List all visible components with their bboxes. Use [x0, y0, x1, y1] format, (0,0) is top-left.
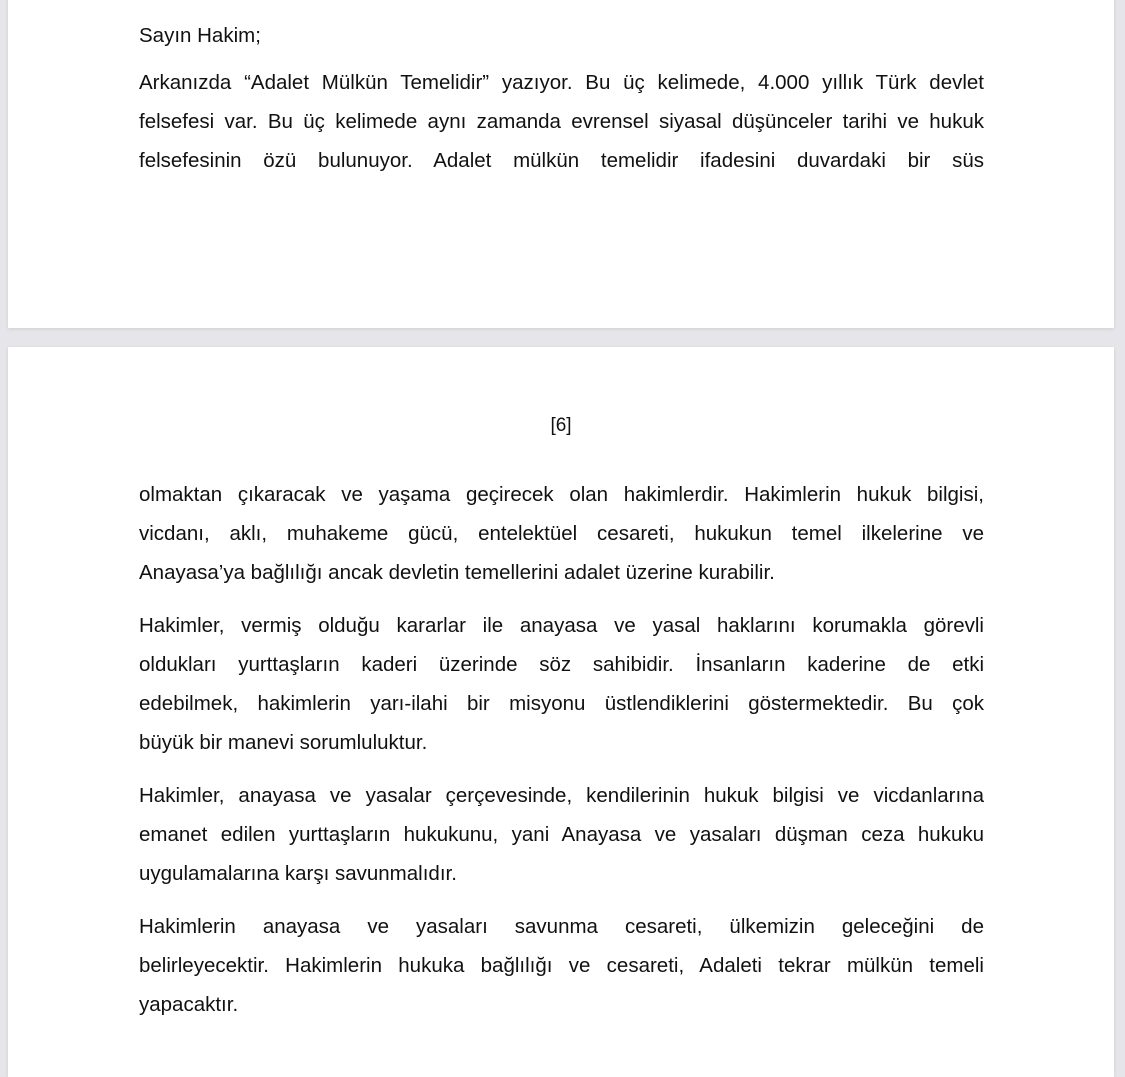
paragraph-line: Arkanızda “Adalet Mülkün Temelidir” yazıyor. Bu üç kelimede, 4.000 yıllık Türk devlet	[139, 71, 984, 94]
paragraph-line: olmaktan çıkaracak ve yaşama geçirecek olan hakimlerdir. Hakimlerin hukuk bilgisi,	[139, 483, 984, 506]
paragraph-line: felsefesinin özü bulunuyor. Adalet mülkün temelidir ifadesini duvardaki bir süs	[139, 149, 984, 172]
paragraph-line: Hakimlerin anayasa ve yasaları savunma cesareti, ülkemizin geleceğini de	[139, 915, 984, 938]
paragraph-line: uygulamalarına karşı savunmalıdır.	[139, 862, 457, 885]
paragraph-line: felsefesi var. Bu üç kelimede aynı zamanda evrensel siyasal düşünceler tarihi ve hukuk	[139, 110, 984, 133]
paragraph-line: edebilmek, hakimlerin yarı-ilahi bir misyonu üstlendiklerini göstermektedir. Bu çok	[139, 692, 984, 715]
page-number: [6]	[550, 415, 572, 436]
document-page-top	[8, 0, 1114, 328]
paragraph-line: vicdanı, aklı, muhakeme gücü, entelektüel cesareti, hukukun temel ilkelerine ve	[139, 522, 984, 545]
salutation: Sayın Hakim;	[139, 24, 261, 47]
paragraph-line: büyük bir manevi sorumluluktur.	[139, 731, 428, 754]
document-page-bottom	[8, 347, 1114, 1077]
paragraph-line: belirleyecektir. Hakimlerin hukuka bağlılığı ve cesareti, Adaleti tekrar mülkün temeli	[139, 954, 984, 977]
paragraph-line: Anayasa’ya bağlılığı ancak devletin temellerini adalet üzerine kurabilir.	[139, 561, 775, 584]
paragraph-line: oldukları yurttaşların kaderi üzerinde söz sahibidir. İnsanların kaderine de etki	[139, 653, 984, 676]
paragraph-line: yapacaktır.	[139, 993, 239, 1016]
paragraph-line: Hakimler, vermiş olduğu kararlar ile anayasa ve yasal haklarını korumakla görevli	[139, 614, 984, 637]
paragraph-intro	[139, 63, 984, 180]
paragraph-continuation	[139, 475, 984, 1024]
paragraph-line: emanet edilen yurttaşların hukukunu, yani Anayasa ve yasaları düşman ceza hukuku	[139, 823, 984, 846]
paragraph-line: Hakimler, anayasa ve yasalar çerçevesinde, kendilerinin hukuk bilgisi ve vicdanlarına	[139, 784, 984, 807]
